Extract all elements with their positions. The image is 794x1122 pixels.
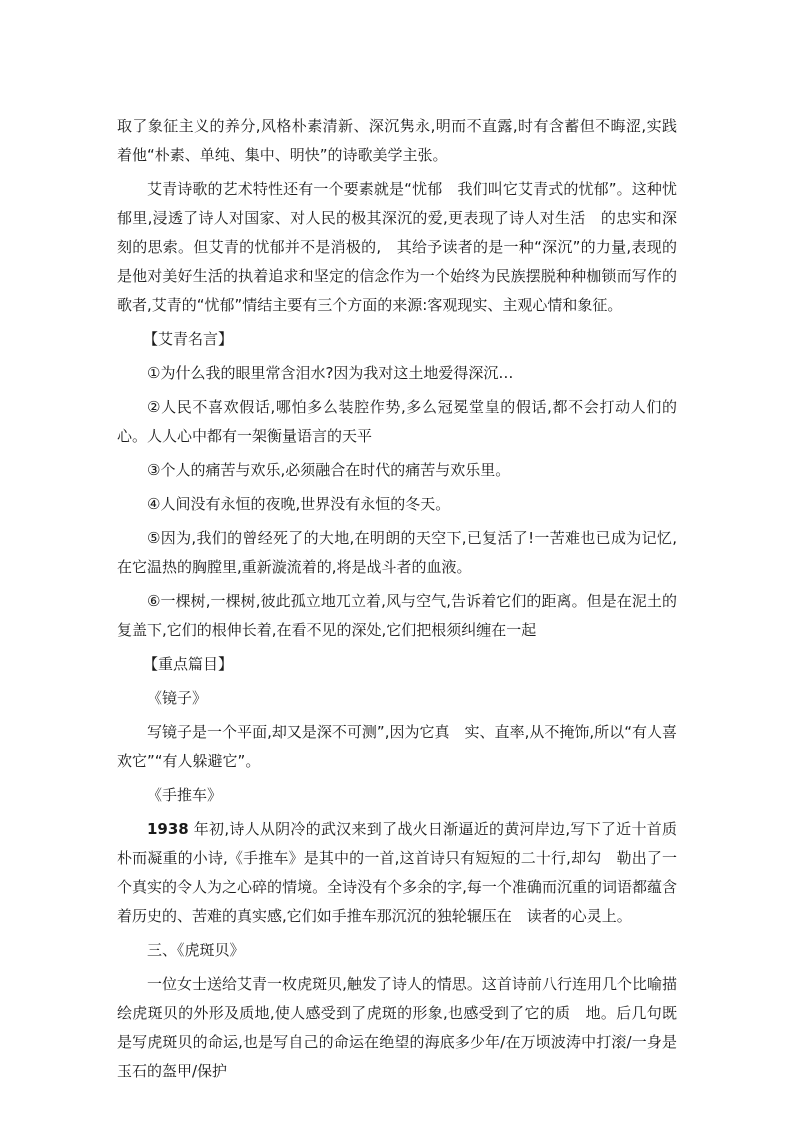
work-title-tiger-shell: 三、《虎斑贝》	[147, 941, 245, 959]
work-text-handcart	[117, 815, 677, 931]
paragraph-intro-continued: 取了象征主义的养分,风格朴素清新、深沉隽永,明而不直露,时有含蓄但不晦涩,实践 着他“朴素、单纯、集中、明快”的诗歌美学主张。	[117, 117, 693, 164]
works-heading: 【重点篇目】	[143, 655, 234, 673]
quote-item: ⑤因为,我们的曾经死了的大地,在明朗的天空下,已复活了!一苦难也已成为记忆,在它温热的胸膛里,重新漩流着的,将是战斗者的血液。	[117, 529, 677, 576]
quote-item: ①为什么我的眼里常含泪水?因为我对这土地爱得深沉…	[147, 364, 514, 382]
quote-item: ⑥一棵树,一棵树,彼此孤立地兀立着,风与空气,告诉着它们的距离。但是在泥土的复盖下,它们的根伸长着,在看不见的深处,它们把根须纠缠在一起	[117, 592, 677, 639]
document-page	[117, 112, 693, 1086]
work-text-tiger-shell: 一位女士送给艾青一枚虎斑贝,触发了诗人的情思。这首诗前八行连用几个比喻描绘虎斑贝的外形及质地,使人感受到了虎斑的形象,也感受到了它的质 地。后几句既是写虎斑贝的命运,也是写自己的命运在绝望的海底多少年/在万顷波涛中打滚/一身是玉石的盔甲/保护	[117, 975, 677, 1080]
work-title-mirror: 《镜子》	[147, 689, 208, 707]
quotes-heading: 【艾青名言】	[143, 330, 234, 348]
quote-item: ②人民不喜欢假话,哪怕多么装腔作势,多么冠冕堂皇的假话,都不会打动人们的心。人人心中都有一架衡量语言的天平	[117, 398, 677, 445]
work-text-handcart-body: 年初,诗人从阴冷的武汉来到了战火日渐逼近的黄河岸边,写下了近十首质朴而凝重的小诗,《手推车》是其中的一首,这首诗只有短短的二十行,却勾 勒出了一个真实的令人为之心碎的情境。全诗没有个多余的字,每一个准确而沉重的词语都蕴含着历史的、苦难的真实感,它们如手推车那沉沉的独轮辗压在 读者的心灵上。	[117, 820, 677, 925]
work-text-mirror: 写镜子是一个平面,却又是深不可测”,因为它真 实、直率,从不掩饰,所以“有人喜欢它”“有人躲避它”。	[117, 723, 677, 770]
work-title-handcart: 《手推车》	[147, 786, 223, 804]
quote-item: ③个人的痛苦与欢乐,必须融合在时代的痛苦与欢乐里。	[147, 461, 511, 479]
paragraph-melancholy: 艾青诗歌的艺术特性还有一个要素就是“忧郁 我们叫它艾青式的忧郁”。这种忧郁里,浸透了诗人对国家、对人民的极其深沉的爱,更表现了诗人对生活 的忠实和深刻的思索。但艾青的忧郁并不是消极的, 其给予读者的是一种“深沉”的力量,表现的是他对美好生活的执着追求和坚定的信念作为一个始终为民族摆脱种种枷锁而写作的歌者,艾青的“忧郁”情结主要有三个方面的来源:客观现实、主观心情和象征。	[117, 180, 677, 314]
year-label: 1938	[147, 820, 189, 838]
quote-item: ④人间没有永恒的夜晚,世界没有永恒的冬天。	[147, 495, 451, 513]
